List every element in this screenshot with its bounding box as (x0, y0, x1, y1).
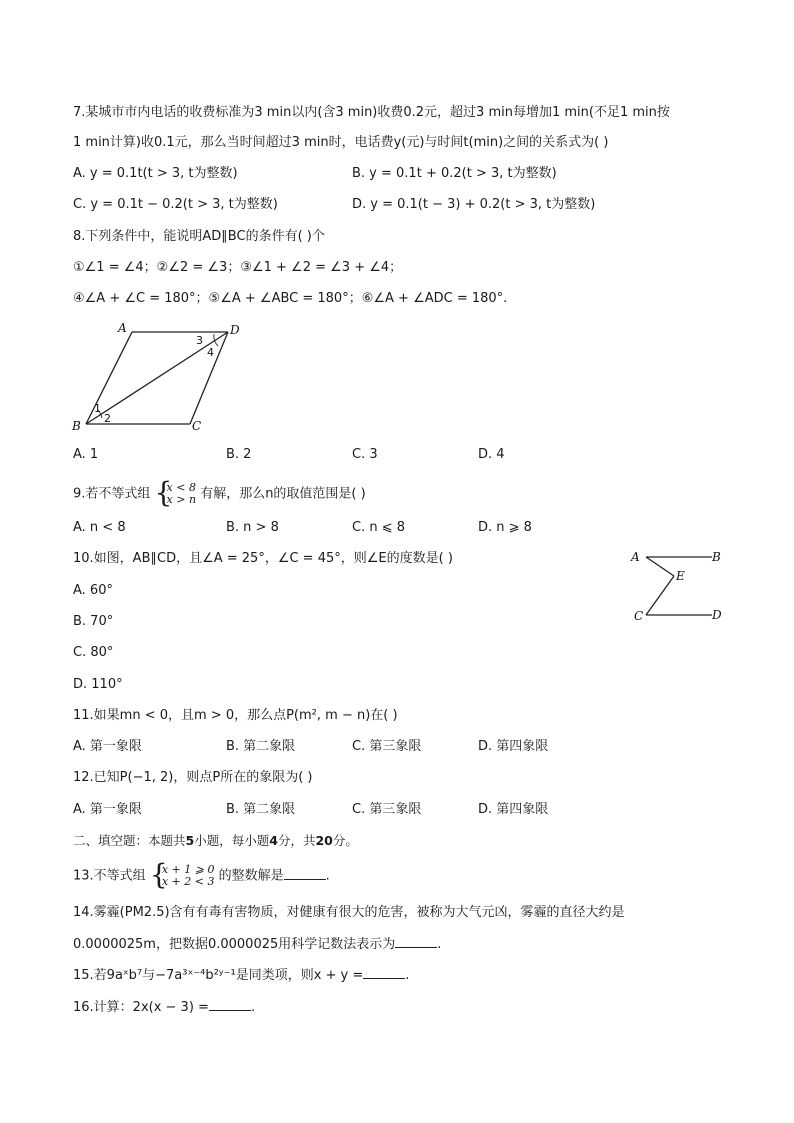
q14-answer-blank[interactable] (395, 935, 437, 948)
section2-total-points: 20 (315, 833, 333, 848)
q7-option-c[interactable]: C. y = 0.1t − 0.2(t > 3, t为整数) (73, 197, 278, 212)
q10-option-a[interactable]: A. 60° (73, 583, 113, 598)
q11-stem: 11.如果mn < 0，且m > 0，那么点P(m², m − n)在( ) (73, 708, 398, 723)
q10-option-b[interactable]: B. 70° (73, 614, 114, 629)
q9-system-row1: x < 8 (166, 481, 196, 494)
q12-option-c[interactable]: C. 第三象限 (352, 802, 422, 817)
q8-option-d[interactable]: D. 4 (478, 447, 505, 462)
q13-answer-blank[interactable] (284, 867, 326, 880)
q13-stem-suffix: 的整数解是 (218, 868, 284, 884)
q14-stem-line1: 14.雾霾(PM2.5)含有有毒有害物质，对健康有很大的危害，被称为大气元凶，雾霾的直径大约是 (73, 905, 625, 920)
q10-fig-label-c: C (634, 609, 644, 623)
q13-inequality-system: { x + 1 ⩾ 0 x + 2 < 3 (149, 858, 215, 891)
q8-option-a[interactable]: A. 1 (73, 447, 99, 462)
q13-system-row1: x + 1 ⩾ 0 (161, 863, 215, 876)
q7-option-d[interactable]: D. y = 0.1(t − 3) + 0.2(t > 3, t为整数) (352, 197, 596, 212)
q11-option-b[interactable]: B. 第二象限 (226, 739, 296, 754)
q8-fig-angle-4: 4 (207, 346, 214, 359)
q14-stem-line2: 0.0000025m，把数据0.0000025用科学记数法表示为 . (73, 937, 442, 952)
q7-option-b[interactable]: B. y = 0.1t + 0.2(t > 3, t为整数) (352, 166, 557, 181)
q8-conditions-1: ①∠1 = ∠4；②∠2 = ∠3；③∠1 + ∠2 = ∠3 + ∠4； (73, 260, 403, 275)
q13-system-row2: x + 2 < 3 (161, 875, 215, 888)
q12-option-d[interactable]: D. 第四象限 (478, 802, 549, 817)
q9-option-c[interactable]: C. n ⩽ 8 (352, 520, 406, 535)
q12-option-b[interactable]: B. 第二象限 (226, 802, 296, 817)
q8-fig-label-b: B (72, 419, 81, 433)
q8-option-c[interactable]: C. 3 (352, 447, 378, 462)
q8-fig-angle-2: 2 (104, 412, 111, 425)
q8-parallelogram-figure (68, 320, 248, 436)
q9-option-a[interactable]: A. n < 8 (73, 520, 126, 535)
q12-stem: 12.已知P(−1, 2)，则点P所在的象限为( ) (73, 770, 313, 785)
section2-heading: 二、填空题：本题共5小题，每小题4分，共20分。 (73, 833, 358, 848)
q11-option-a[interactable]: A. 第一象限 (73, 739, 142, 754)
q10-stem: 10.如图，AB∥CD，且∠A = 25°，∠C = 45°，则∠E的度数是( ) (73, 551, 453, 566)
q16-stem: 16.计算：2x(x − 3) = . (73, 1000, 256, 1015)
q9-inequality-system: { x < 8 x > n (154, 476, 197, 509)
q8-fig-label-a: A (118, 321, 127, 335)
q9-option-b[interactable]: B. n > 8 (226, 520, 279, 535)
q11-option-c[interactable]: C. 第三象限 (352, 739, 422, 754)
q10-parallel-lines-figure (626, 546, 730, 626)
q10-option-c[interactable]: C. 80° (73, 645, 114, 660)
q9-stem-suffix: 有解，那么n的取值范围是( ) (200, 486, 366, 502)
q7-stem-line1: 7.某城市市内电话的收费标准为3 min以内(含3 min)收费0.2元，超过3 min每增加1 min(不足1 min按 (73, 105, 670, 120)
q9-stem-prefix: 9.若不等式组 (73, 486, 151, 502)
q7-stem-line2: 1 min计算)收0.1元，那么当时间超过3 min时，电话费y(元)与时间t(min)之间的关系式为( ) (73, 135, 609, 150)
q8-fig-angle-3: 3 (196, 334, 203, 347)
q16-answer-blank[interactable] (209, 998, 251, 1011)
q8-fig-angle-1: 1 (94, 402, 101, 415)
q11-option-d[interactable]: D. 第四象限 (478, 739, 549, 754)
section2-points-each: 4 (269, 833, 278, 848)
q10-option-d[interactable]: D. 110° (73, 677, 123, 692)
q10-fig-label-d: D (712, 608, 722, 622)
q13-stem: 13.不等式组 { x + 1 ⩾ 0 x + 2 < 3 的整数解是 . (73, 858, 330, 891)
section2-question-count: 5 (185, 833, 195, 848)
q8-fig-label-d: D (230, 323, 240, 337)
q9-option-d[interactable]: D. n ⩾ 8 (478, 520, 532, 535)
q8-option-b[interactable]: B. 2 (226, 447, 252, 462)
q12-option-a[interactable]: A. 第一象限 (73, 802, 142, 817)
q13-stem-prefix: 13.不等式组 (73, 868, 146, 884)
q10-fig-label-a: A (631, 550, 640, 564)
q8-fig-label-c: C (192, 419, 202, 433)
q7-option-a[interactable]: A. y = 0.1t(t > 3, t为整数) (73, 166, 238, 181)
q10-fig-label-e: E (676, 569, 685, 583)
q8-stem: 8.下列条件中，能说明AD∥BC的条件有( )个 (73, 229, 325, 244)
q10-fig-label-b: B (712, 550, 721, 564)
q15-stem: 15.若9aˣb⁷与−7a³ˣ⁻⁴b²ʸ⁻¹是同类项，则x + y = . (73, 968, 410, 983)
q8-conditions-2: ④∠A + ∠C = 180°；⑤∠A + ∠ABC = 180°；⑥∠A + ∠ADC = 180°. (73, 291, 508, 306)
q9-system-row2: x > n (166, 493, 197, 506)
q9-stem (73, 476, 366, 509)
q15-answer-blank[interactable] (363, 966, 405, 979)
